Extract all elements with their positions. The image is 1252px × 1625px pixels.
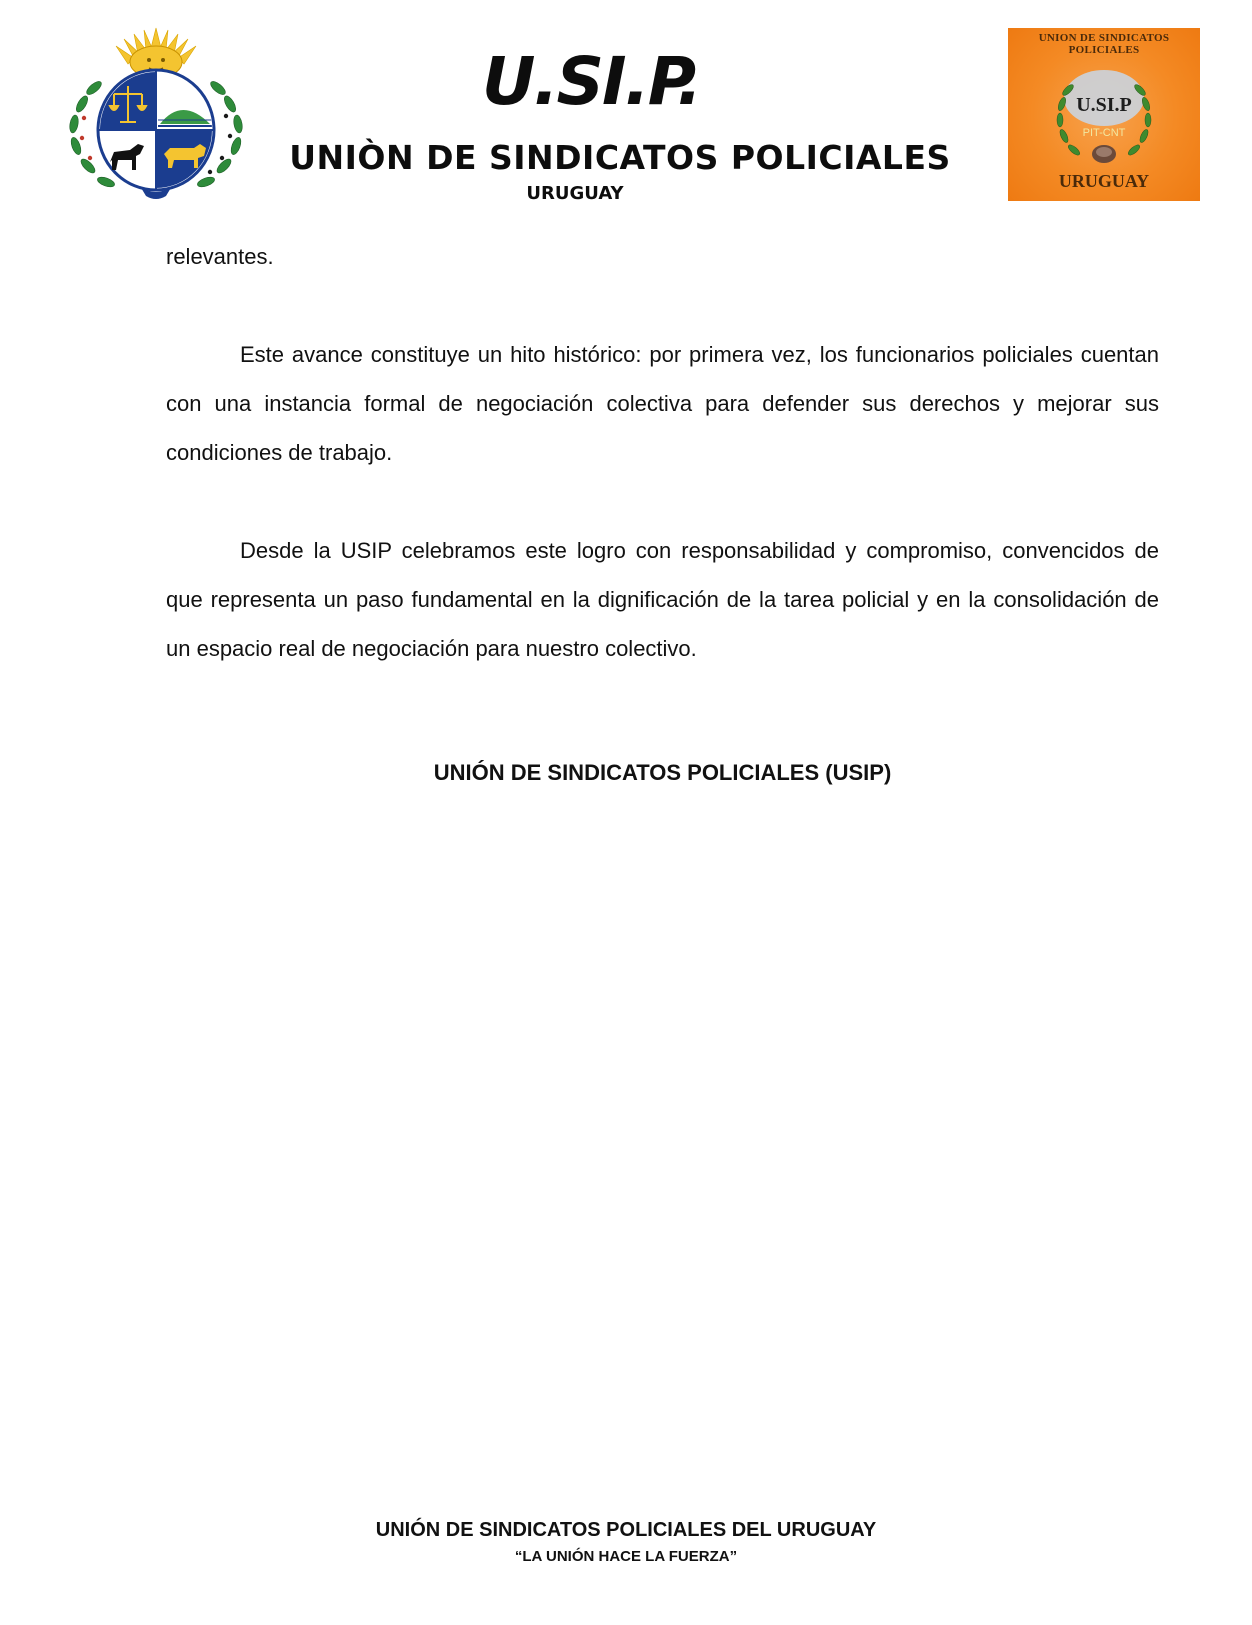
uruguay-coat-of-arms-icon bbox=[60, 26, 252, 202]
usip-logo-bottom-text: URUGUAY bbox=[1058, 171, 1150, 191]
letterhead bbox=[0, 0, 1252, 215]
signature: UNIÓN DE SINDICATOS POLICIALES (USIP) bbox=[433, 760, 892, 785]
usip-logo-top-text: UNION DE SINDICATOS POLICIALES bbox=[1038, 32, 1170, 56]
letter-body bbox=[166, 232, 1159, 722]
organization-name: UNIÒN DE SINDICATOS POLICIALES bbox=[289, 138, 951, 177]
laurel-wreath-icon bbox=[1052, 64, 1156, 174]
organization-acronym: U.SI.P. bbox=[481, 43, 701, 120]
letter-footer bbox=[0, 1516, 1252, 1568]
paragraph: Este avance constituye un hito histórico: por primera vez, los funcionarios policiales cuentan con una instancia formal de negociación colectiva para defender sus derechos y mejorar sus condiciones de trabajo. bbox=[166, 342, 1159, 465]
footer-organization-name: UNIÓN DE SINDICATOS POLICIALES DEL URUGUAY bbox=[375, 1519, 877, 1541]
organization-country: URUGUAY bbox=[526, 183, 624, 204]
paragraph: Desde la USIP celebramos este logro con responsabilidad y compromiso, convencidos de que representa un paso fundamental en la dignificación de la tarea policial y en la consolidación de un espacio real de negociación para nuestro colectivo. bbox=[166, 538, 1159, 661]
continuation-text: relevantes. bbox=[166, 244, 274, 269]
usip-logo-acronym: U.SI.P bbox=[1076, 94, 1132, 116]
usip-logo bbox=[1008, 28, 1200, 201]
footer-motto: “LA UNIÓN HACE LA FUERZA” bbox=[514, 1548, 738, 1565]
usip-logo-subtitle: PIT-CNT bbox=[1082, 127, 1126, 139]
